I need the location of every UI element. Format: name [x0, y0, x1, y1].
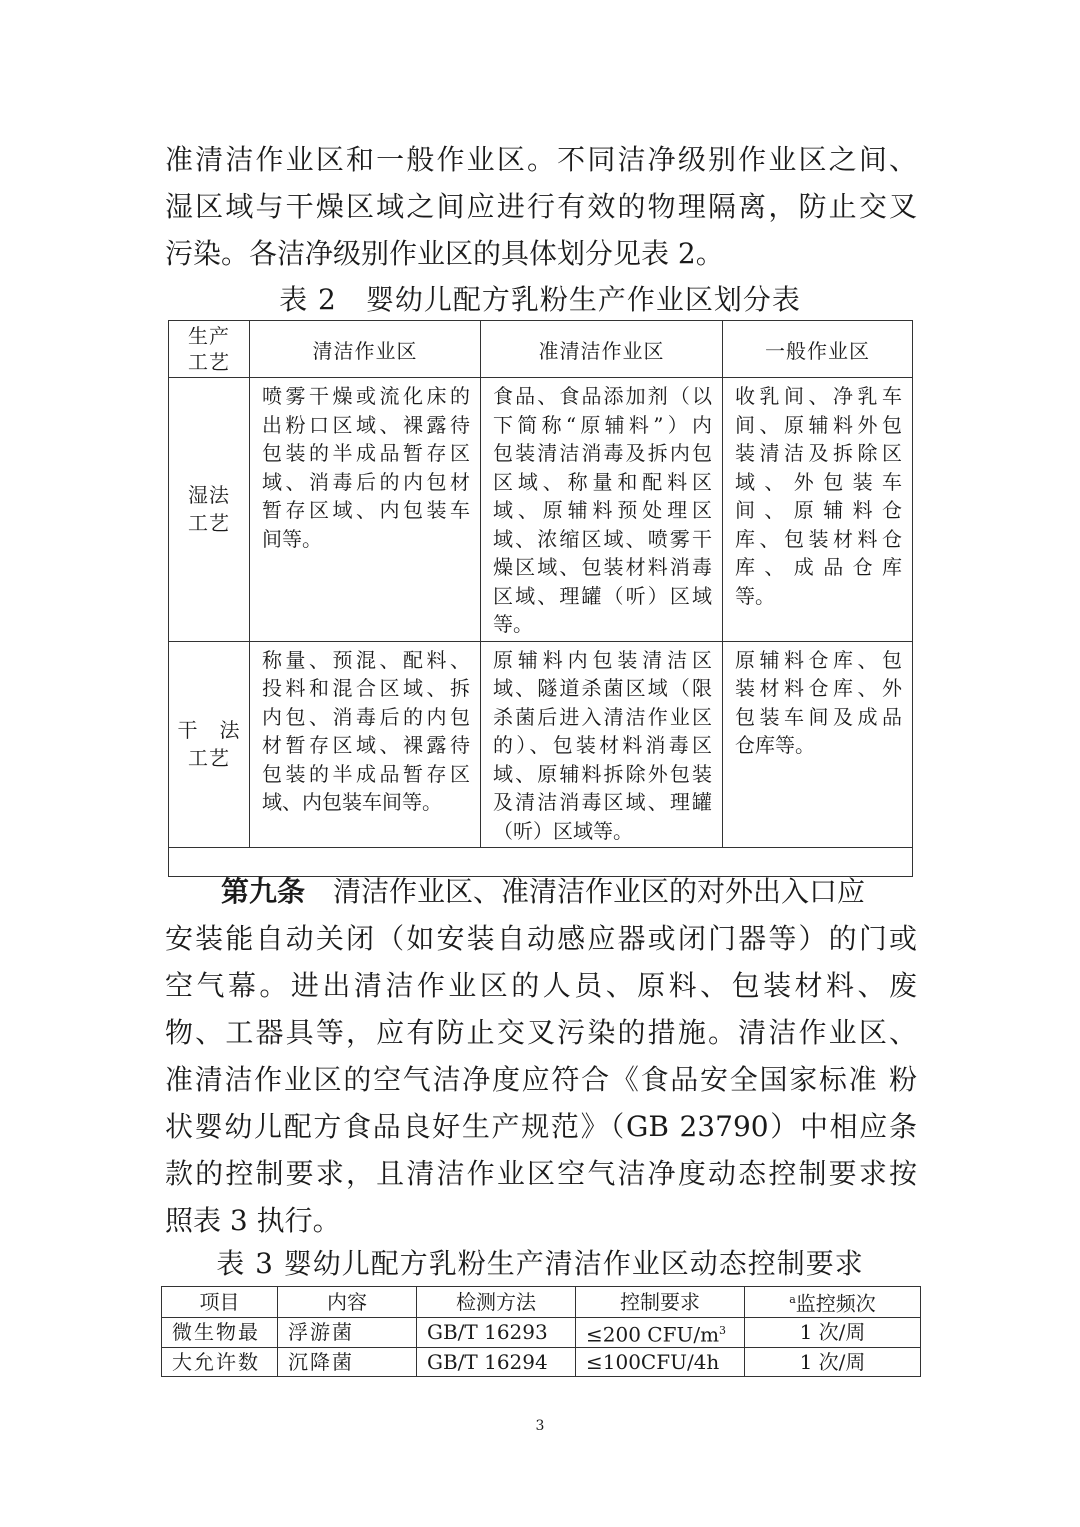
- intro-paragraph: [165, 136, 917, 277]
- cell-line: 出粉口区域、裸露待: [262, 412, 470, 437]
- dynamic-control-table: [161, 1286, 921, 1377]
- footnote-mark: a: [789, 1293, 796, 1306]
- header-semi-clean-zone: 准清洁作业区: [481, 321, 723, 378]
- clean-zone-cell: [250, 641, 481, 848]
- table-header-row: [162, 1287, 921, 1318]
- paragraph-line: 污染。各洁净级别作业区的具体划分见表 2。: [165, 237, 724, 270]
- header-frequency: [745, 1287, 921, 1318]
- frequency-cell: 1 次/周: [745, 1348, 921, 1377]
- process-line: 工艺: [188, 511, 230, 536]
- requirement-cell: ≤100CFU/4h: [576, 1348, 745, 1377]
- cell-line: 等。: [493, 612, 533, 636]
- semi-clean-zone-cell: [481, 378, 723, 642]
- cell-line: 库、成品仓库: [735, 555, 902, 579]
- paragraph-line: 照表 3 执行。: [165, 1204, 341, 1237]
- cell-line: 及清洁消毒区域、理罐: [493, 790, 712, 814]
- cell-line: 仓库等。: [735, 733, 815, 757]
- process-line: 干 法: [177, 718, 241, 743]
- cell-line: 域、原辅料预处理区: [493, 498, 712, 522]
- paragraph-line: 准清洁作业区的空气洁净度应符合《食品安全国家标准 粉: [165, 1063, 917, 1096]
- cell-line: 的）、包装材料消毒区: [493, 733, 712, 757]
- cell-line: 喷雾干燥或流化床的: [262, 384, 470, 408]
- cell-line: 杀菌后进入清洁作业区: [493, 704, 712, 729]
- cell-line: 包装的半成品暂存区: [262, 441, 470, 465]
- cell-line: 间、原辅料仓: [735, 498, 902, 522]
- table2-caption: 表 2 婴幼儿配方乳粉生产作业区划分表: [279, 283, 801, 316]
- article-number: 第九条: [221, 875, 306, 908]
- cell-line: 内包、消毒后的内包: [262, 704, 470, 729]
- table-row: [169, 378, 913, 642]
- table-row: [169, 641, 913, 848]
- cell-line: 域、内包装车间等。: [262, 790, 442, 814]
- cell-line: 域、原辅料拆除外包装: [493, 761, 712, 786]
- cell-line: 域、浓缩区域、喷雾干: [493, 526, 712, 551]
- content-cell: 浮游菌: [278, 1317, 417, 1348]
- table-header-row: [169, 321, 913, 378]
- cell-line: 区域、称量和配料区: [493, 469, 712, 494]
- cell-line: 间、原辅料外包: [735, 412, 902, 437]
- cell-line: 包装清洁消毒及拆内包: [493, 441, 712, 465]
- cell-line: 区域、理罐（听）区域: [493, 583, 712, 608]
- semi-clean-zone-cell: [481, 641, 723, 848]
- cell-line: 投料和混合区域、拆: [262, 676, 470, 700]
- paragraph-line: 湿区域与干燥区域之间应进行有效的物理隔离，防止交叉: [165, 190, 917, 223]
- work-area-division-table: [168, 320, 913, 877]
- table-row: [162, 1348, 921, 1377]
- cell-line: 燥区域、包装材料消毒: [493, 555, 712, 579]
- general-zone-cell: [723, 641, 913, 848]
- frequency-cell: 1 次/周: [745, 1317, 921, 1348]
- cell-line: 包装车间及成品: [735, 704, 902, 729]
- requirement-text: ≤200 CFU/m: [586, 1322, 720, 1347]
- header-content: 内容: [278, 1287, 417, 1318]
- cell-line: 食品、食品添加剂（以: [493, 384, 712, 408]
- header-method: 检测方法: [417, 1287, 576, 1318]
- header-frequency-text: 监控频次: [795, 1291, 876, 1316]
- cell-line: 装材料仓库、外: [735, 676, 902, 700]
- header-requirement: 控制要求: [576, 1287, 745, 1318]
- cell-line: （听）区域等。: [493, 818, 633, 843]
- cell-line: 间等。: [262, 526, 322, 551]
- cell-line: 暂存区域、内包装车: [262, 498, 470, 522]
- header-process-line: 生产: [188, 324, 230, 348]
- paragraph-line: 物、工器具等，应有防止交叉污染的措施。清洁作业区、: [165, 1016, 917, 1049]
- clean-zone-cell: [250, 378, 481, 642]
- requirement-cell: [576, 1317, 745, 1348]
- method-cell: GB/T 16293: [417, 1317, 576, 1348]
- process-line: 工艺: [188, 746, 230, 771]
- table-row: [162, 1317, 921, 1348]
- paragraph-line: 空气幕。进出清洁作业区的人员、原料、包装材料、废: [165, 969, 917, 1002]
- general-zone-cell: [723, 378, 913, 642]
- paragraph-line: [165, 868, 917, 915]
- cell-line: 包装的半成品暂存区: [262, 761, 470, 786]
- cell-line: 库、包装材料仓: [735, 526, 902, 551]
- item-cell: 大允许数: [162, 1348, 278, 1377]
- cell-line: 域、外包装车: [735, 469, 902, 494]
- table3-caption: 表 3 婴幼儿配方乳粉生产清洁作业区动态控制要求: [216, 1247, 864, 1280]
- paragraph-line: 安装能自动关闭（如安装自动感应器或闭门器等）的门或: [165, 922, 917, 955]
- header-process-line: 工艺: [188, 350, 230, 374]
- cell-line: 收乳间、净乳车: [735, 384, 902, 408]
- cell-line: 称量、预混、配料、: [262, 647, 470, 672]
- cell-line: 原辅料仓库、包: [735, 647, 902, 672]
- paragraph-text: 清洁作业区、准清洁作业区的对外出入口应: [305, 875, 866, 908]
- paragraph-line: 准清洁作业区和一般作业区。不同洁净级别作业区之间、: [165, 143, 917, 176]
- cell-line: 装清洁及拆除区: [735, 441, 902, 465]
- process-cell: [169, 378, 250, 642]
- cell-line: 域、隧道杀菌区域（限: [493, 676, 712, 700]
- process-cell: [169, 641, 250, 848]
- method-cell: GB/T 16294: [417, 1348, 576, 1377]
- cell-line: 材暂存区域、裸露待: [262, 733, 470, 757]
- article-nine-paragraph: [165, 868, 917, 1244]
- unit-superscript: 3: [719, 1323, 727, 1337]
- cell-line: 域、消毒后的内包材: [262, 469, 470, 494]
- header-process: [169, 321, 250, 378]
- process-line: 湿法: [188, 483, 230, 508]
- header-general-zone: 一般作业区: [723, 321, 913, 378]
- header-clean-zone: 清洁作业区: [250, 321, 481, 378]
- cell-line: 下简称“原辅料”）内: [493, 412, 712, 437]
- paragraph-line: 状婴幼儿配方食品良好生产规范》（GB 23790）中相应条: [165, 1110, 917, 1143]
- header-item: 项目: [162, 1287, 278, 1318]
- paragraph-line: 款的控制要求，且清洁作业区空气洁净度动态控制要求按: [165, 1157, 917, 1190]
- content-cell: 沉降菌: [278, 1348, 417, 1377]
- page-number: 3: [535, 1418, 545, 1434]
- cell-line: 等。: [735, 583, 775, 608]
- cell-line: 原辅料内包装清洁区: [493, 647, 712, 672]
- item-cell: 微生物最: [162, 1317, 278, 1348]
